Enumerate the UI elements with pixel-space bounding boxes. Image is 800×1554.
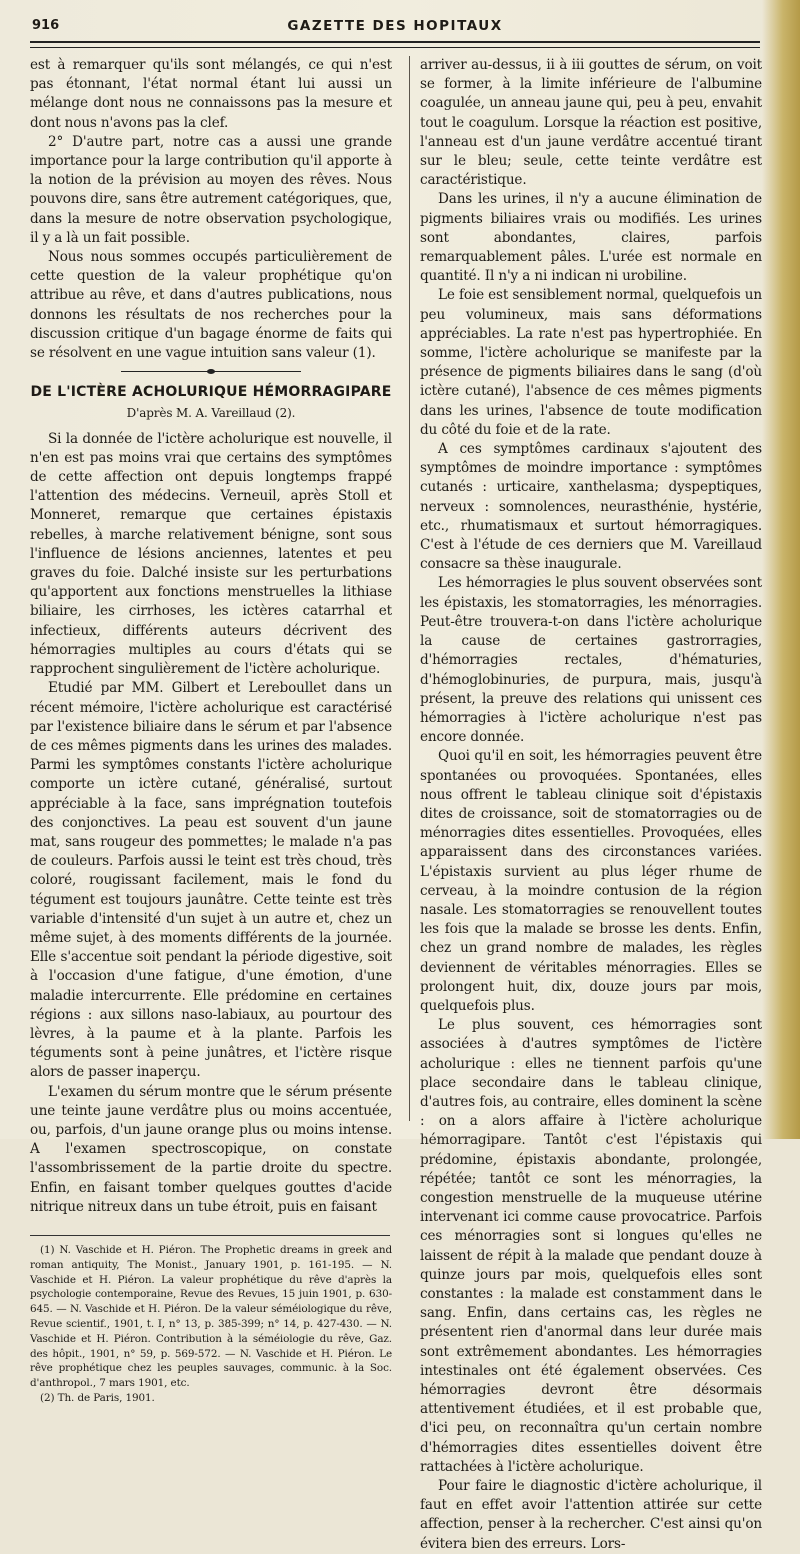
left-column	[30, 56, 392, 1406]
paragraph: 2° D'autre part, notre cas a aussi une grande importance pour la large contribution qu'il apporte à la notion de la prévision au moyen des rêves. Nous pouvons dire, sans être autrement catégoriques, que, dans la mesure de notre observation psychologique, il y a là un fait possible.	[30, 133, 392, 246]
header-rule	[30, 41, 760, 48]
column-divider	[409, 56, 410, 1121]
footnote: (1) N. Vaschide et H. Piéron. The Prophetic dreams in greek and roman antiquity, The Monist., January 1901, p. 161-195. — N. Vaschide et H. Piéron. La valeur prophétique du rêve d'après la psychologie contemporaine, Revue des Revues, 15 juin 1901, p. 630-645. — N. Vaschide et H. Piéron. De la valeur séméiologique du rêve, Revue scientif., 1901, t. I, n° 13, p. 385-399; n° 14, p. 427-430. — N. Vaschide et H. Piéron. Contribution à la séméiologie du rêve, Gaz. des hôpit., 1901, n° 59, p. 569-572. — N. Vaschide et H. Piéron. Le rêve prophétique chez les peuples sauvages, communic. à la Soc. d'anthropol., 7 mars 1901, etc.	[30, 1243, 392, 1390]
footnote: (2) Th. de Paris, 1901.	[40, 1391, 155, 1404]
paragraph: Le plus souvent, ces hémorragies sont associées à d'autres symptômes de l'ictère acholurique : elles ne tiennent parfois qu'une place secondaire dans le tableau clinique, d'autres fois, au contraire, elles dominent la scène : on a alors affaire à l'ictère acholurique hémorragipare. Tantôt c'est l'épistaxis qui prédomine, épistaxis abondante, prolongée, répétée; tantôt ce sont les ménorragies, la congestion menstruelle de la muqueuse utérine intervenant ici comme cause provocatrice. Parfois ces ménorragies sont si longues qu'elles ne laissent de répit à la malade que pendant douze à quinze jours par mois, quelquefois elles sont constantes : la malade est constamment dans le sang. Enfin, dans certains cas, les règles ne présentent rien d'anormal dans leur durée mais sont extrêmement abondantes. Les hémorragies intestinales ont été également observées. Ces hémorragies devront être désormais attentivement étudiées, et il est probable que, d'ici peu, on reconnaîtra qu'un certain nombre d'hémorragies dites essentielles doivent être rattachées à l'ictère acholurique.	[420, 1017, 762, 1475]
paragraph: est à remarquer qu'ils sont mélangés, ce qui n'est pas étonnant, l'état normal étant lui aussi un mélange dont nous ne connaissons pas la mesure et dont nous n'avons pas la clef.	[30, 57, 392, 131]
right-column	[420, 56, 762, 1554]
paragraph: Etudié par MM. Gilbert et Lereboullet dans un récent mémoire, l'ictère acholurique est caractérisé par l'existence biliaire dans le sérum et par l'absence de ces mêmes pigments dans les urines des malades. Parmi les symptômes constants l'ictère acholurique comporte un ictère cutané, généralisé, surtout appréciable à la face, sans imprégnation toutefois des conjonctives. La peau est souvent d'un jaune mat, sans rougeur des pommettes; le malade n'a pas de couleurs. Parfois aussi le teint est très choud, très coloré, rougissant facilement, mais le fond du tégument est toujours jaunâtre. Cette teinte est très variable d'intensité d'un sujet à un autre et, chez un même sujet, à des moments différents de la journée. Elle s'accentue soit pendant la période digestive, soit à l'occasion d'une fatigue, d'une émotion, d'une maladie intercurrente. Elle prédomine en certaines régions : aux sillons naso-labiaux, au pourtour des lèvres, à la paume et à la plante. Parfois les téguments sont à peine junâtres, et l'ictère risque alors de passer inaperçu.	[30, 680, 392, 1081]
paragraph: Le foie est sensiblement normal, quelquefois un peu volumineux, mais sans déformations appréciables. La rate n'est pas hypertrophiée. En somme, l'ictère acholurique se manifeste par la présence de pigments biliaires dans le sang (d'où ictère cutané), l'absence de ces mêmes pigments dans les urines, l'absence de toute modification du côté du foie et de la rate.	[420, 287, 762, 438]
paragraph: Si la donnée de l'ictère acholurique est nouvelle, il n'en est pas moins vrai que certains des symptômes de cette affection ont depuis longtemps frappé l'attention des médecins. Verneuil, après Stoll et Monneret, remarque que certaines épistaxis rebelles, à marche relativement bénigne, sont sous l'influence de lésions anciennes, latentes et peu graves du foie. Dalché insiste sur les perturbations qu'apportent aux fonctions menstruelles la lithiase biliaire, les cirrhoses, les ictères catarrhal et infectieux, différents auteurs décrivent des hémorragies multiples au cours d'états qui se rapprochent singulièrement de l'ictère acholurique.	[30, 430, 392, 678]
article-title: DE L'ICTÈRE ACHOLURIQUE HÉMORRAGIPARE	[30, 384, 392, 401]
page-edge-shadow	[762, 0, 800, 1139]
page-header	[30, 12, 760, 42]
journal-title: GAZETTE DES HOPITAUX	[287, 18, 503, 34]
paragraph: Les hémorragies le plus souvent observées sont les épistaxis, les stomatorragies, les ménorragies. Peut-être trouvera-t-on dans l'ictère acholurique la cause de certaines gastrorragies, d'hémorragies rectales, d'hématuries, d'hémoglobinuries, de purpura, mais, jusqu'à présent, la preuve des relations qui unissent ces hémorragies à l'ictère acholurique n'est pas encore donnée.	[420, 575, 762, 746]
paragraph: Pour faire le diagnostic d'ictère acholurique, il faut en effet avoir l'attention attirée sur cette affection, penser à la rechercher. C'est ainsi qu'on évitera bien des erreurs. Lors-	[420, 1478, 762, 1552]
paragraph: L'examen du sérum montre que le sérum présente une teinte jaune verdâtre plus ou moins accentuée, ou, parfois, d'un jaune orange plus ou moins intense. A l'examen spectroscopique, on constate l'assombrissement de la partie droite du spectre. Enfin, en faisant tomber quelques gouttes d'acide nitrique nitreux dans un tube étroit, puis en faisant	[30, 1083, 392, 1215]
paragraph: arriver au-dessus, ii à iii gouttes de sérum, on voit se former, à la limite inférieure de l'albumine coagulée, un anneau jaune qui, peu à peu, envahit tout le coagulum. Lorsque la réaction est positive, l'anneau est d'un jaune verdâtre accentué tirant sur le bleu; seule, cette teinte verdâtre est caractéristique.	[420, 57, 762, 189]
ornament-dot	[207, 369, 215, 374]
footnotes	[30, 1235, 392, 1406]
paragraph: Dans les urines, il n'y a aucune élimination de pigments biliaires vrais ou modifiés. Les urines sont abondantes, claires, parfois remarquablement pâles. L'urée est normale en quantité. Il n'y a ni indican ni urobiline.	[420, 191, 762, 285]
paragraph: A ces symptômes cardinaux s'ajoutent des symptômes de moindre importance : symptômes cutanés : urticaire, xanthelasma; dyspeptiques, nerveux : somnolences, neurasthénie, hystérie, etc., rhumatismaux et surtout hémorragiques. C'est à l'étude de ces derniers que M. Vareillaud consacre sa thèse inaugurale.	[420, 441, 762, 573]
section-ornament	[121, 369, 301, 375]
paragraph: Quoi qu'il en soit, les hémorragies peuvent être spontanées ou provoquées. Spontanées, elles nous offrent le tableau clinique soit d'épistaxis dites de croissance, soit de stomatorragies ou de ménorragies dites essentielles. Provoquées, elles apparaissent dans des circonstances variées. L'épistaxis survient au plus léger rhume de cerveau, à la moindre contusion de la région nasale. Les stomatorragies se renouvellent toutes les fois que la malade se brosse les dents. Enfin, chez un grand nombre de malades, les règles deviennent de véritables ménorragies. Elles se prolongent huit, dix, douze jours par mois, quelquefois plus.	[420, 748, 762, 1014]
paragraph: Nous nous sommes occupés particulièrement de cette question de la valeur prophétique qu'on attribue au rêve, et dans d'autres publications, nous donnons les résultats de nos recherches pour la discussion critique d'un bagage énorme de faits qui se résolvent en une vague intuition sans valeur (1).	[30, 249, 392, 362]
page-number: 916	[32, 18, 60, 33]
article-byline: D'après M. A. Vareillaud (2).	[126, 406, 296, 421]
